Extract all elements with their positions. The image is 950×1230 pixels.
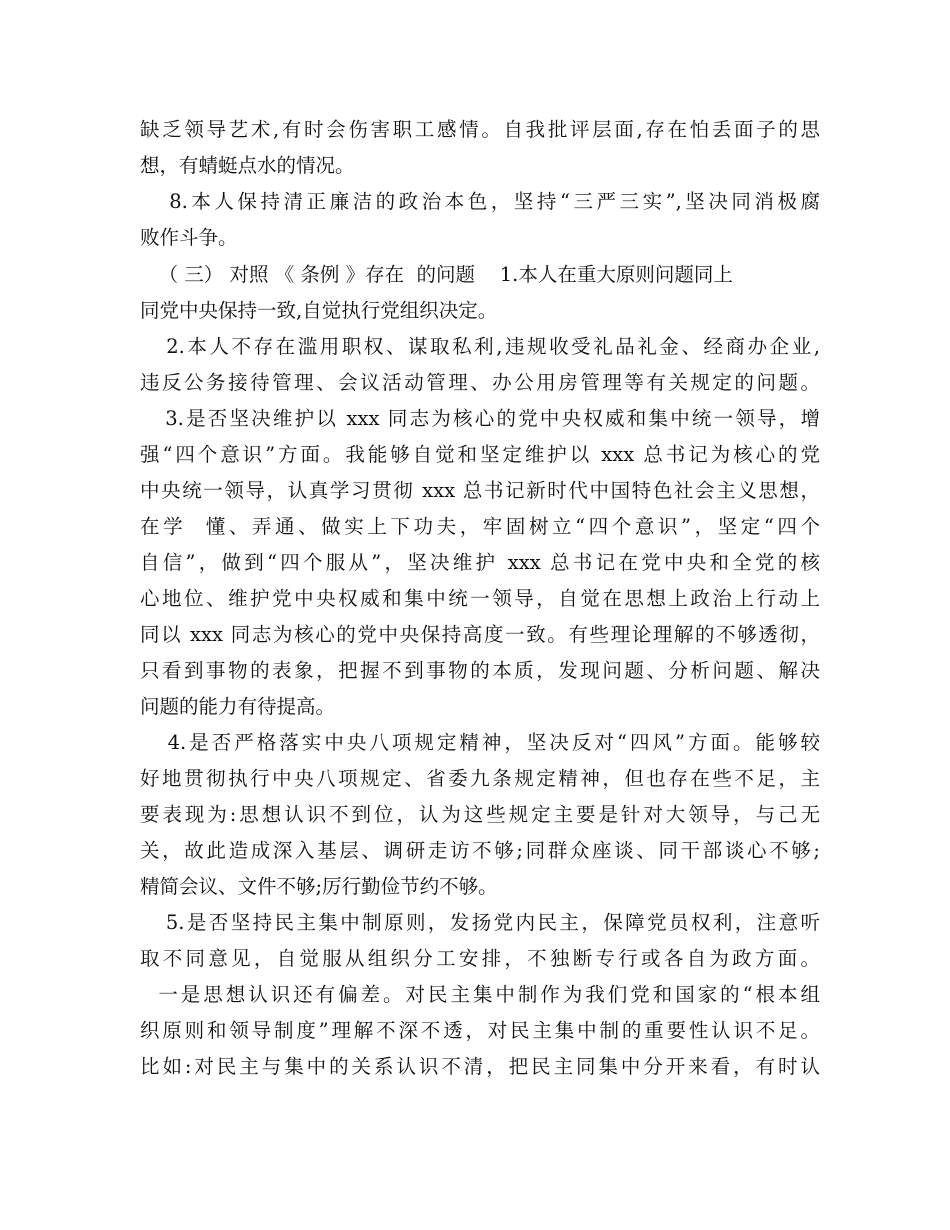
text-line: 违反公务接待管理、会议活动管理、办公用房管理等有关规定的问题。 (140, 371, 820, 394)
text-line: 3.是否坚决维护以 xxx 同志为核心的党中央权威和集中统一领导，增 (140, 407, 820, 430)
text-line: 在学 懂、弄通、做实上下功夫，牢固树立“四个意识”，坚定“四个 (140, 515, 820, 538)
text-line: 心地位、维护党中央权威和集中统一领导，自觉在思想上政治上行动上 (140, 587, 820, 610)
text-line: 精简会议、文件不够;厉行勤俭节约不够。 (140, 875, 498, 898)
text-line: 问题的能力有待提高。 (140, 695, 336, 718)
text-line: 败作斗争。 (140, 226, 238, 249)
text-line: （ 三） 对照 《 条例 》存在 的问题 1.本人在重大原则问题同上 (140, 263, 733, 286)
text-line: 4.是否严格落实中央八项规定精神，坚决反对“四风”方面。能够较 (140, 731, 820, 754)
text-line: 要表现为:思想认识不到位，认为这些规定主要是针对大领导，与己无 (140, 803, 820, 826)
text-line: 取不同意见，自觉服从组织分工安排，不独断专行或各自为政方面。 (140, 947, 820, 970)
text-line: 5.是否坚持民主集中制原则，发扬党内民主，保障党员权利，注意听 (140, 911, 820, 934)
text-line: 同以 xxx 同志为核心的党中央保持高度一致。有些理论理解的不够透彻， (140, 623, 820, 646)
text-line: 2.本人不存在滥用职权、谋取私利,违规收受礼品礼金、经商办企业, (140, 335, 820, 358)
text-line: 只看到事物的表象，把握不到事物的本质，发现问题、分析问题、解决 (140, 659, 820, 682)
text-line: 想，有蜻蜓点水的情况。 (140, 154, 355, 177)
text-line: 8.本人保持清正廉洁的政治本色，坚持“三严三实”,坚决同消极腐 (140, 190, 820, 213)
text-line: 好地贯彻执行中央八项规定、省委九条规定精神，但也存在些不足，主 (140, 767, 820, 790)
text-line: 缺乏领导艺术,有时会伤害职工感情。自我批评层面,存在怕丢面子的思 (140, 118, 820, 141)
text-line: 织原则和领导制度”理解不深不透，对民主集中制的重要性认识不足。 (140, 1019, 820, 1042)
text-line: 关，故此造成深入基层、调研走访不够;同群众座谈、同干部谈心不够; (140, 839, 820, 862)
text-line: 一是思想认识还有偏差。对民主集中制作为我们党和国家的“根本组 (140, 983, 820, 1006)
text-line: 同党中央保持一致,自觉执行党组织决定。 (140, 299, 498, 322)
text-line: 强“四个意识”方面。我能够自觉和坚定维护以 xxx 总书记为核心的党 (140, 443, 820, 466)
text-line: 自信”，做到“四个服从”，坚决维护 xxx 总书记在党中央和全党的核 (140, 551, 820, 574)
text-line: 比如:对民主与集中的关系认识不清，把民主同集中分开来看，有时认 (140, 1055, 820, 1078)
text-line: 中央统一领导，认真学习贯彻 xxx 总书记新时代中国特色社会主义思想， (140, 479, 820, 502)
